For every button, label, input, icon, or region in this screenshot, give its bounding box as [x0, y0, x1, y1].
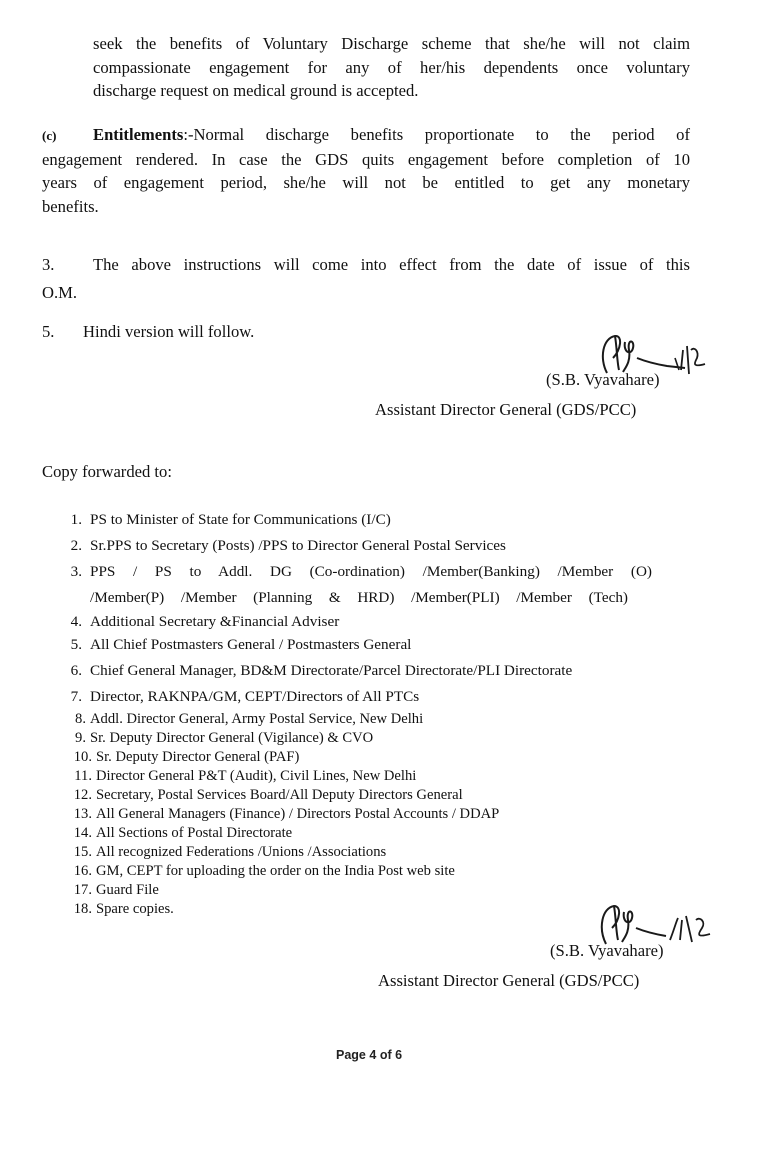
- footer-page-total: 6: [395, 1048, 403, 1062]
- list-item: 6. Chief General Manager, BD&M Directorate/Parcel Directorate/PLI Directorate: [70, 662, 573, 679]
- paragraph-3-line-2: O.M.: [42, 282, 78, 302]
- paragraph-c-line-1: [42, 123, 690, 148]
- list-item: 10. Sr. Deputy Director General (PAF): [73, 749, 300, 765]
- paragraph-b-line-2: compassionate engagement for any of her/his dependents once voluntary: [93, 57, 690, 77]
- list-item: 3. PPS / PS to Addl. DG (Co-ordination) /Member(Banking) /Member (O): [70, 563, 652, 580]
- list-item: 16. GM, CEPT for uploading the order on the India Post web site: [73, 863, 455, 879]
- list-item: 13. All General Managers (Finance) / Directors Postal Accounts / DDAP: [73, 806, 500, 822]
- paragraph-c: [42, 123, 690, 218]
- list-item: 17. Guard File: [73, 882, 159, 898]
- copy-forwarded-heading: Copy forwarded to:: [42, 462, 172, 481]
- footer-page-of: of: [379, 1048, 392, 1062]
- paragraph-3: [42, 253, 690, 304]
- list-item: 5. All Chief Postmasters General / Postmasters General: [70, 636, 412, 653]
- list-item-continuation: /Member(P) /Member (Planning & HRD) /Member(PLI) /Member (Tech): [90, 589, 628, 606]
- list-item: 9. Sr. Deputy Director General (Vigilance) & CVO: [75, 730, 374, 746]
- paragraph-5-number: 5.: [42, 322, 55, 341]
- signature-1-title: Assistant Director General (GDS/PCC): [375, 400, 637, 419]
- paragraph-3-line-1: [42, 253, 690, 277]
- list-item: 4. Additional Secretary &Financial Adviser: [70, 613, 340, 630]
- paragraph-c-heading: Entitlements: [93, 125, 184, 144]
- paragraph-c-line-3: years of engagement period, she/he will not be entitled to get any monetary: [42, 173, 690, 192]
- list-item: 2. Sr.PPS to Secretary (Posts) /PPS to Director General Postal Services: [70, 537, 506, 554]
- page-footer: [336, 1048, 402, 1062]
- list-item: 11. Director General P&T (Audit), Civil Lines, New Delhi: [74, 768, 417, 784]
- paragraph-b-line-3: discharge request on medical ground is accepted.: [93, 81, 419, 100]
- footer-page-current: 4: [369, 1048, 377, 1062]
- signature-2-title: Assistant Director General (GDS/PCC): [378, 971, 640, 990]
- paragraph-c-line-2: engagement rendered. In case the GDS quits engagement before completion of 10: [42, 149, 690, 169]
- list-item: 1. PS to Minister of State for Communications (I/C): [70, 511, 391, 528]
- paragraph-3-line-1-text: The above instructions will come into effect from the date of issue of this: [93, 255, 690, 274]
- list-item: 15. All recognized Federations /Unions /Associations: [73, 844, 387, 860]
- paragraph-c-line-4: benefits.: [42, 196, 99, 216]
- paragraph-5: [42, 320, 690, 344]
- paragraph-c-marker: (c): [42, 128, 57, 143]
- signature-2-name: (S.B. Vyavahare): [550, 941, 664, 960]
- paragraph-c-line-1-rest: :-Normal discharge benefits proportionate to the period of: [183, 125, 690, 144]
- list-item: 7. Director, RAKNPA/GM, CEPT/Directors of All PTCs: [70, 688, 420, 705]
- paragraph-b-continuation: [93, 32, 690, 103]
- list-item: 14. All Sections of Postal Directorate: [73, 825, 293, 841]
- signature-1-name: (S.B. Vyavahare): [546, 370, 660, 389]
- footer-page-label: Page: [336, 1048, 366, 1062]
- paragraph-b-line-1: seek the benefits of Voluntary Discharge scheme that she/he will not claim: [93, 34, 690, 53]
- paragraph-5-text: Hindi version will follow.: [83, 322, 255, 341]
- paragraph-3-number: 3.: [42, 255, 55, 274]
- list-item: 12. Secretary, Postal Services Board/All Deputy Directors General: [73, 787, 463, 803]
- list-item: 18. Spare copies.: [73, 901, 174, 917]
- list-item: 8. Addl. Director General, Army Postal Service, New Delhi: [75, 711, 424, 727]
